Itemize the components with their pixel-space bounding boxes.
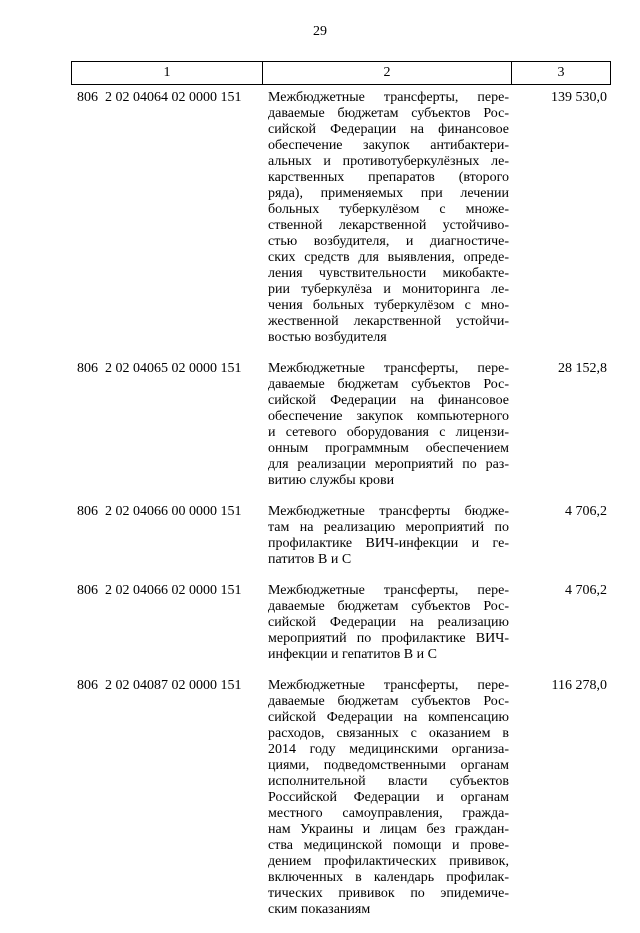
description-line: профилактике ВИЧ-инфекции и ге- bbox=[268, 536, 509, 551]
budget-amount: 4 706,2 bbox=[565, 504, 607, 519]
description-line: инфекции и гепатитов В и С bbox=[268, 647, 437, 662]
description-line: даваемые бюджетам субъектов Рос- bbox=[268, 694, 509, 709]
description-line: Межбюджетные трансферты, пере- bbox=[268, 678, 509, 693]
budget-description bbox=[262, 90, 511, 346]
description-line: ления чувствительности микобакте- bbox=[268, 266, 509, 281]
budget-code: 806 2 02 04066 02 0000 151 bbox=[77, 583, 242, 598]
description-line: больных туберкулёзом с множе- bbox=[268, 202, 509, 217]
description-line: ским показаниям bbox=[268, 902, 371, 917]
description-line: тических прививок по эпидемиче- bbox=[268, 886, 509, 901]
description-line: там на реализацию мероприятий по bbox=[268, 520, 509, 535]
table-row bbox=[71, 583, 611, 663]
description-line: сийской Федерации на компенсацию bbox=[268, 710, 509, 725]
table-row bbox=[71, 504, 611, 568]
budget-description bbox=[262, 678, 511, 918]
description-line: стью возбудителя, и диагностиче- bbox=[268, 234, 509, 249]
budget-code: 806 2 02 04064 02 0000 151 bbox=[77, 90, 242, 105]
budget-code: 806 2 02 04065 02 0000 151 bbox=[77, 361, 242, 376]
description-line: жественной лекарственной устойчи- bbox=[268, 314, 509, 329]
budget-code: 806 2 02 04066 00 0000 151 bbox=[77, 504, 242, 519]
description-line: даваемые бюджетам субъектов Рос- bbox=[268, 377, 509, 392]
description-line: витию службы крови bbox=[268, 473, 395, 488]
description-line: включенных в календарь профилак- bbox=[268, 870, 509, 885]
description-line: даваемые бюджетам субъектов Рос- bbox=[268, 106, 509, 121]
description-line: Межбюджетные трансферты, пере- bbox=[268, 90, 509, 105]
budget-description bbox=[262, 361, 511, 489]
description-line: чения больных туберкулёзом с мно- bbox=[268, 298, 509, 313]
description-line: 2014 году медицинскими организа- bbox=[268, 742, 509, 757]
table-row bbox=[71, 90, 611, 346]
description-line: Межбюджетные трансферты бюдже- bbox=[268, 504, 509, 519]
description-line: местного самоуправления, гражда- bbox=[268, 806, 509, 821]
description-line: ских средств для выявления, опреде- bbox=[268, 250, 509, 265]
description-line: патитов В и С bbox=[268, 552, 352, 567]
description-line: сийской Федерации на реализацию bbox=[268, 615, 509, 630]
description-line: расходов, связанных с оказанием в bbox=[268, 726, 509, 741]
header-col-1: 1 bbox=[71, 61, 262, 85]
table-row bbox=[71, 678, 611, 918]
table-row bbox=[71, 361, 611, 489]
description-line: для реализации мероприятий по раз- bbox=[268, 457, 509, 472]
budget-table bbox=[71, 61, 611, 933]
page-number: 29 bbox=[313, 24, 327, 39]
description-line: даваемые бюджетам субъектов Рос- bbox=[268, 599, 509, 614]
description-line: ства медицинской помощи и прове- bbox=[268, 838, 509, 853]
budget-description bbox=[262, 583, 511, 663]
description-line: Межбюджетные трансферты, пере- bbox=[268, 361, 509, 376]
description-line: исполнительной власти субъектов bbox=[268, 774, 509, 789]
budget-amount: 28 152,8 bbox=[558, 361, 607, 376]
budget-code: 806 2 02 04087 02 0000 151 bbox=[77, 678, 242, 693]
header-col-3: 3 bbox=[511, 61, 611, 85]
table-header bbox=[71, 61, 611, 85]
budget-amount: 139 530,0 bbox=[551, 90, 607, 105]
description-line: обеспечение закупок компьютерного bbox=[268, 409, 509, 424]
budget-description bbox=[262, 504, 511, 568]
description-line: Межбюджетные трансферты, пере- bbox=[268, 583, 509, 598]
description-line: ственной лекарственной устойчиво- bbox=[268, 218, 509, 233]
description-line: обеспечение закупок антибактери- bbox=[268, 138, 509, 153]
budget-amount: 4 706,2 bbox=[565, 583, 607, 598]
description-line: нам Украины и лицам без граждан- bbox=[268, 822, 509, 837]
description-line: Российской Федерации и органам bbox=[268, 790, 509, 805]
description-line: востью возбудителя bbox=[268, 330, 387, 345]
description-line: циями, подведомственными органам bbox=[268, 758, 509, 773]
description-line: и сетевого оборудования с лицензи- bbox=[268, 425, 509, 440]
description-line: сийской Федерации на финансовое bbox=[268, 393, 509, 408]
header-col-2: 2 bbox=[262, 61, 511, 85]
budget-amount: 116 278,0 bbox=[551, 678, 607, 693]
description-line: мероприятий по профилактике ВИЧ- bbox=[268, 631, 509, 646]
description-line: ряда), применяемых при лечении bbox=[268, 186, 509, 201]
description-line: онным программным обеспечением bbox=[268, 441, 509, 456]
table-body bbox=[71, 90, 611, 918]
description-line: рии туберкулёза и мониторинга ле- bbox=[268, 282, 509, 297]
description-line: карственных препаратов (второго bbox=[268, 170, 509, 185]
description-line: сийской Федерации на финансовое bbox=[268, 122, 509, 137]
description-line: дением профилактических прививок, bbox=[268, 854, 509, 869]
description-line: альных и противотуберкулёзных ле- bbox=[268, 154, 509, 169]
